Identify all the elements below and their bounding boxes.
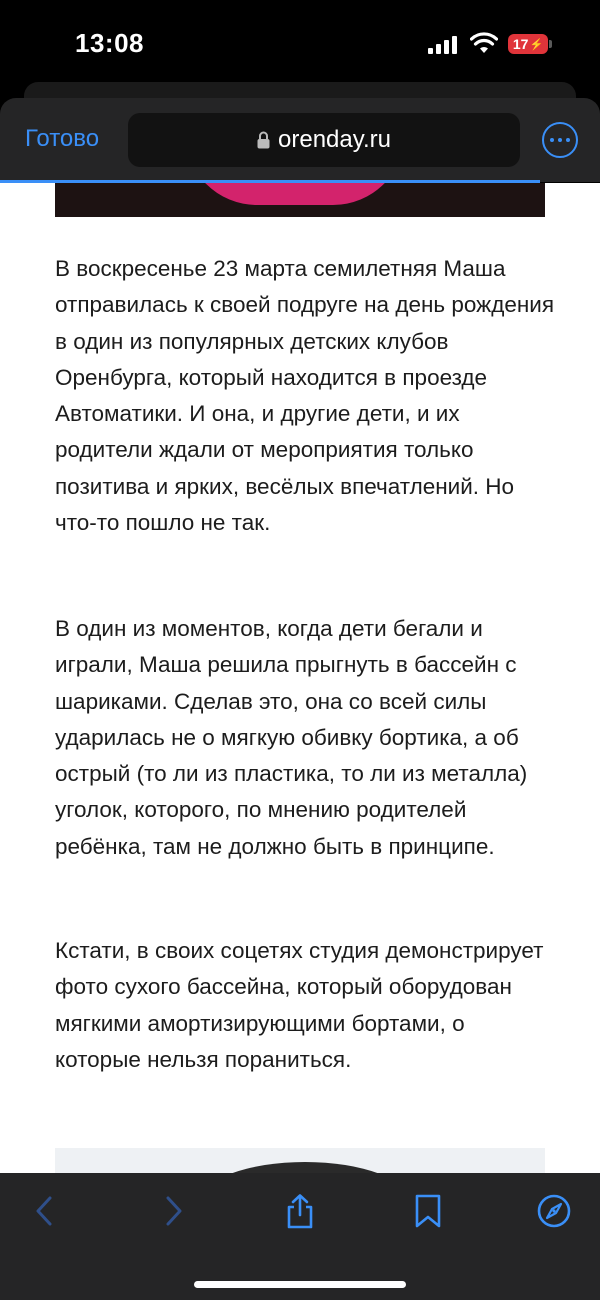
- lock-icon: [257, 131, 270, 149]
- wifi-icon: [470, 32, 498, 54]
- done-button[interactable]: Готово: [25, 125, 100, 152]
- bookmarks-icon[interactable]: [410, 1193, 446, 1229]
- battery-cap: [549, 40, 552, 48]
- web-content[interactable]: [0, 183, 600, 1173]
- url-text: orenday.ru: [278, 126, 391, 153]
- article-photo: [55, 1148, 545, 1173]
- chevron-left-icon[interactable]: [28, 1193, 64, 1229]
- article-paragraph: В один из моментов, когда дети бегали и играли, Маша решила прыгнуть в бассейн с шариками. Сделав это, она со всей силы ударилась не о мягкую обивку бортика, а об острый (то ли из пластика, то ли из металла) уголок, которого, по мнению родителей ребёнка, там не должно быть в принципе.: [55, 616, 528, 859]
- article-paragraph: В воскресенье 23 марта семилетняя Маша отправилась к своей подруге на день рождения в один из популярных детских клубов Оренбурга, который находится в проезде Автоматики. И она, и другие дети, и их родители ждали от мероприятия только позитива и ярких, весёлых впечатлений. Но что-то пошло не так.: [55, 256, 555, 536]
- url-field[interactable]: [128, 113, 520, 167]
- charging-bolt-icon: ⚡: [529, 38, 544, 51]
- dot-icon: [566, 138, 570, 142]
- status-time: 13:08: [75, 28, 144, 58]
- dot-icon: [558, 138, 562, 142]
- photo-detail: [200, 1162, 410, 1173]
- share-icon[interactable]: [282, 1193, 318, 1229]
- article-paragraph: Кстати, в своих соцетях студия демонстрирует фото сухого бассейна, который оборудован мягкими амортизирующими бортами, о которые нельзя пораниться.: [55, 938, 544, 1072]
- battery-level: 17: [512, 36, 529, 52]
- photo-detail: [185, 183, 405, 205]
- battery-icon: [508, 34, 548, 54]
- compass-icon[interactable]: [536, 1193, 572, 1229]
- chevron-right-icon[interactable]: [154, 1193, 190, 1229]
- dot-icon: [550, 138, 554, 142]
- cellular-signal-icon: [428, 36, 458, 54]
- address-bar: [0, 98, 600, 182]
- status-bar: [0, 0, 600, 90]
- home-indicator[interactable]: [194, 1281, 406, 1288]
- more-options-button[interactable]: [542, 122, 578, 158]
- article-photo: [55, 183, 545, 217]
